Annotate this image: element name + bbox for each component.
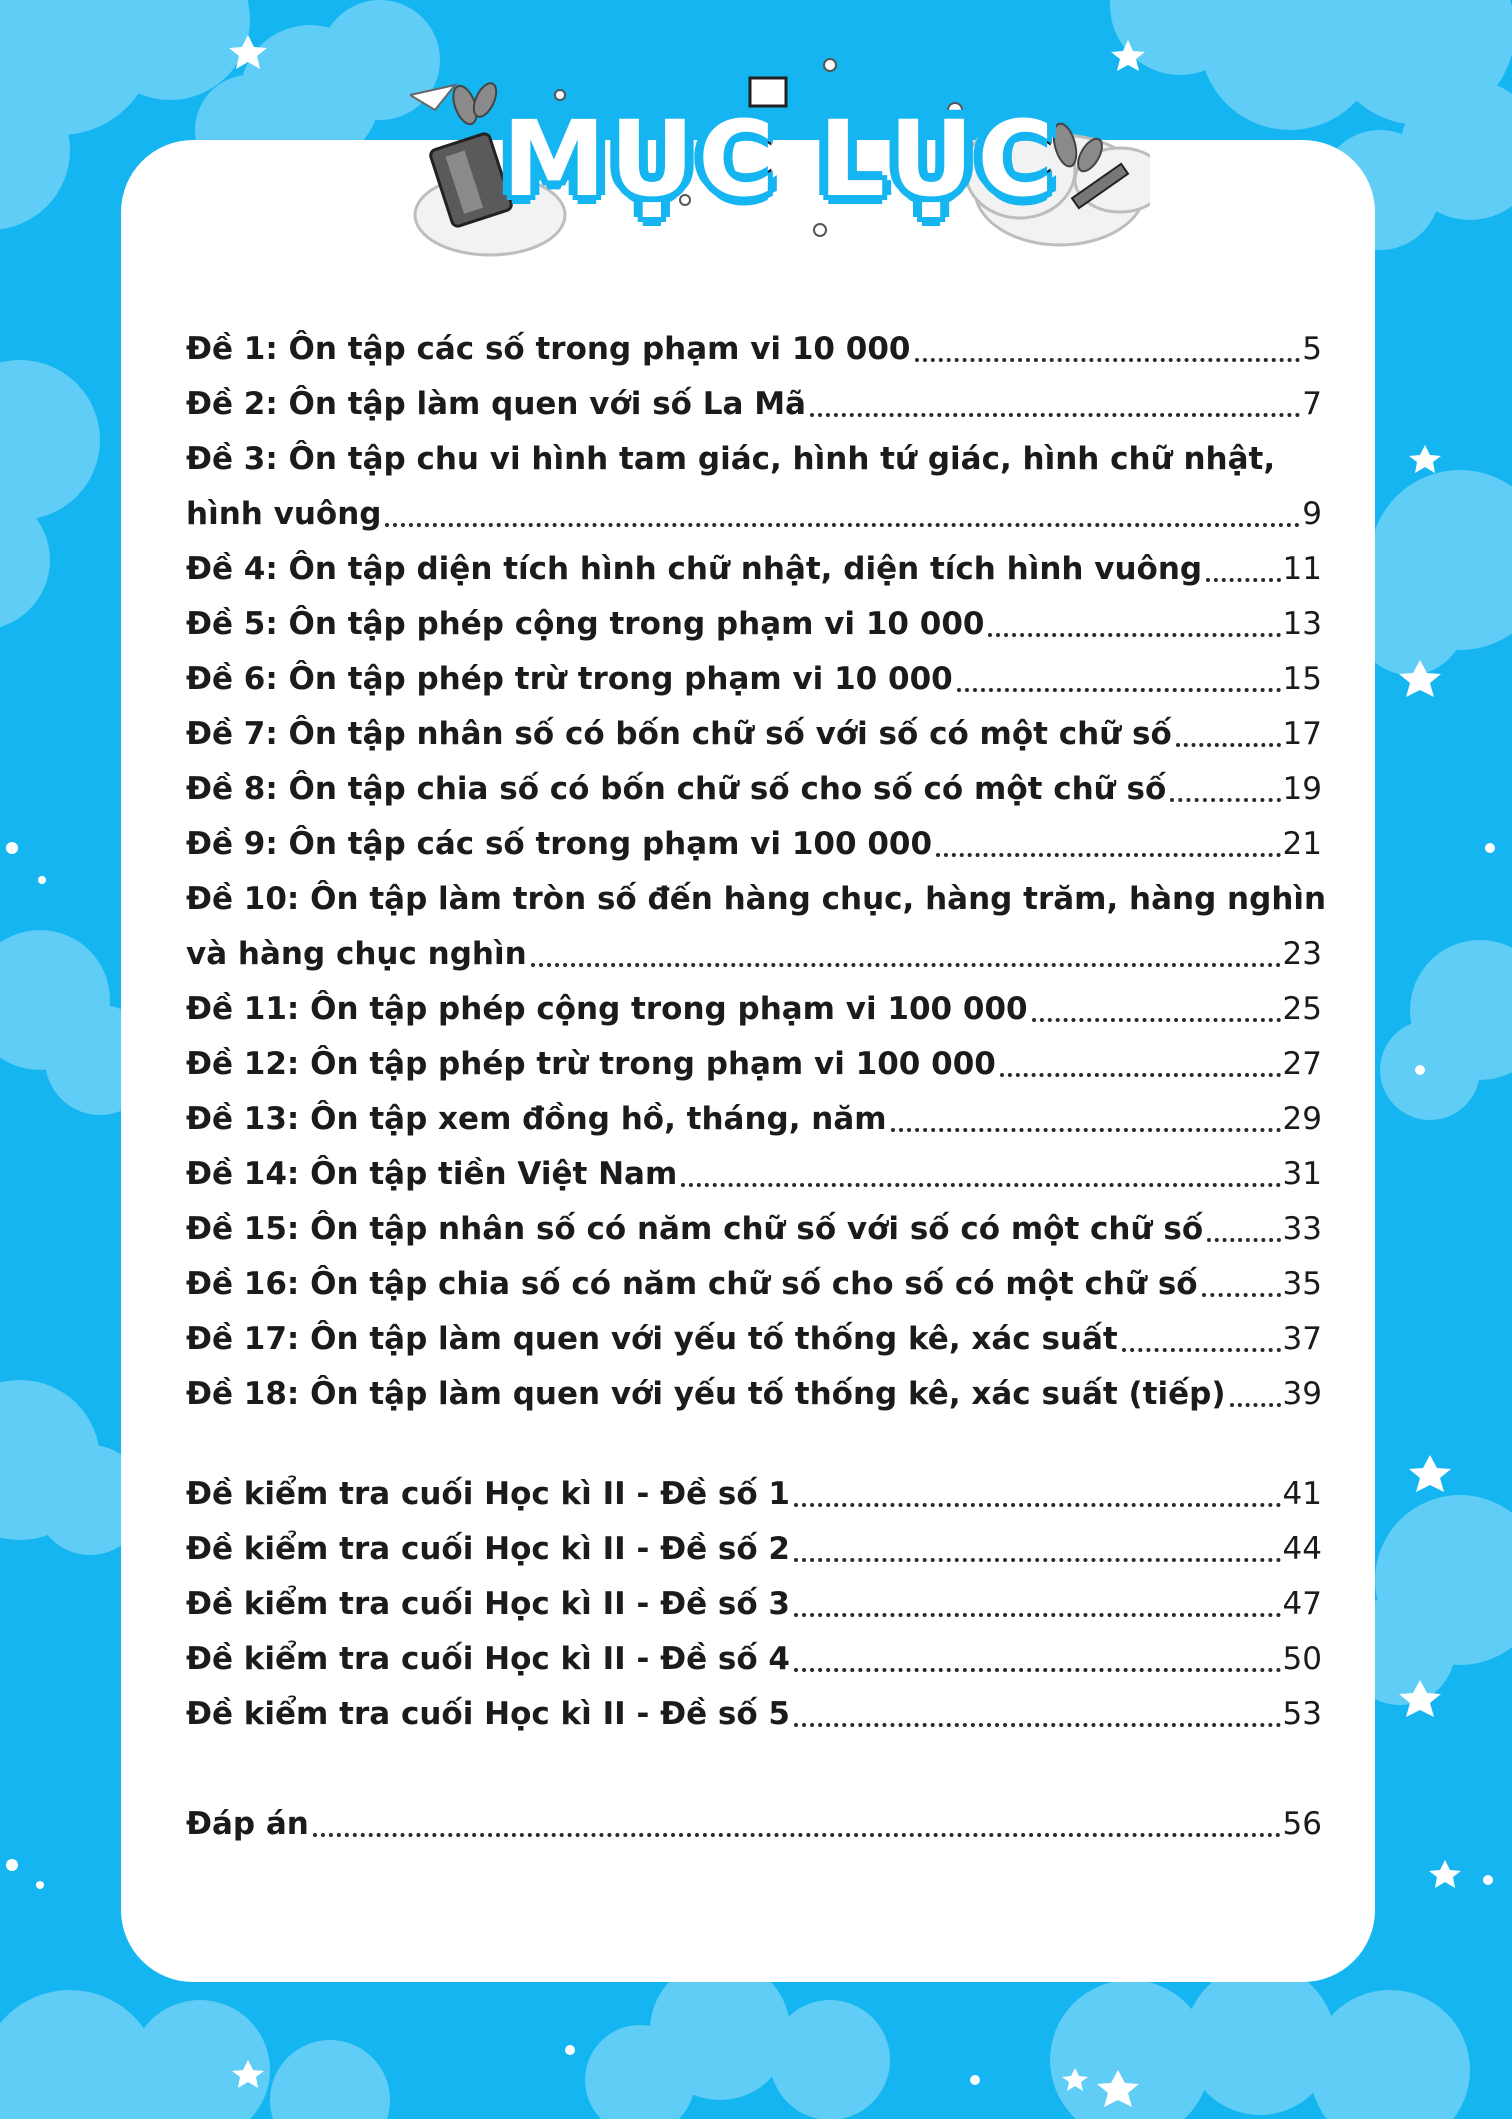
dot-leader bbox=[385, 519, 1300, 527]
toc-entry-answers[interactable] bbox=[186, 1797, 1322, 1852]
toc-entry-page: 56 bbox=[1282, 1806, 1322, 1842]
toc-entry-label: Đề kiểm tra cuối Học kì II - Đề số 3 bbox=[186, 1586, 791, 1622]
toc-entry-continuation[interactable] bbox=[186, 927, 1322, 982]
toc-entry-label: Đề 4: Ôn tập diện tích hình chữ nhật, diện tích hình vuông bbox=[186, 551, 1203, 587]
section-gap bbox=[186, 1742, 1322, 1797]
toc-entry[interactable] bbox=[186, 597, 1322, 652]
toc-entry-page: 17 bbox=[1282, 716, 1322, 752]
toc-entry-label: Đề 15: Ôn tập nhân số có năm chữ số với số có một chữ số bbox=[186, 1211, 1204, 1247]
toc-entry[interactable] bbox=[186, 1577, 1322, 1632]
toc-entry-label: Đề 16: Ôn tập chia số có năm chữ số cho số có một chữ số bbox=[186, 1266, 1198, 1302]
toc-entry-page: 37 bbox=[1282, 1321, 1322, 1357]
toc-entry[interactable] bbox=[186, 1467, 1322, 1522]
toc-entry-label: Đề 14: Ôn tập tiền Việt Nam bbox=[186, 1156, 678, 1192]
toc-entry-page: 44 bbox=[1282, 1531, 1322, 1567]
toc-entry-page: 33 bbox=[1282, 1211, 1322, 1247]
toc-entry-label: Đề 7: Ôn tập nhân số có bốn chữ số với số có một chữ số bbox=[186, 716, 1172, 752]
toc-entry[interactable] bbox=[186, 1037, 1322, 1092]
toc-entry-label: Đề 13: Ôn tập xem đồng hồ, tháng, năm bbox=[186, 1101, 887, 1137]
toc-entry[interactable] bbox=[186, 1147, 1322, 1202]
toc-entry-continuation[interactable] bbox=[186, 487, 1322, 542]
toc-entry-label: Đề 8: Ôn tập chia số có bốn chữ số cho số có một chữ số bbox=[186, 771, 1167, 807]
toc-entry[interactable] bbox=[186, 542, 1322, 597]
dot-leader bbox=[1176, 739, 1281, 747]
dot-leader bbox=[1032, 1014, 1281, 1022]
dot-leader bbox=[1230, 1399, 1281, 1407]
dot-leader bbox=[1000, 1069, 1281, 1077]
toc-entry-label-continued: và hàng chục nghìn bbox=[186, 936, 527, 972]
toc-entry-page: 5 bbox=[1302, 331, 1322, 367]
dot-leader bbox=[681, 1179, 1280, 1187]
toc-entry-label: Đề 12: Ôn tập phép trừ trong phạm vi 100 000 bbox=[186, 1046, 996, 1082]
toc-entry-page: 53 bbox=[1282, 1696, 1322, 1732]
toc-entry-label: Đề kiểm tra cuối Học kì II - Đề số 1 bbox=[186, 1476, 791, 1512]
toc-entry[interactable] bbox=[186, 872, 1327, 927]
dot-leader bbox=[531, 959, 1281, 967]
toc-entry-label: Đáp án bbox=[186, 1806, 309, 1842]
toc-entry-label: Đề 18: Ôn tập làm quen với yếu tố thống kê, xác suất (tiếp) bbox=[186, 1376, 1226, 1412]
toc-entry-page: 11 bbox=[1282, 551, 1322, 587]
toc-entry-page: 7 bbox=[1302, 386, 1322, 422]
toc-entry-page: 47 bbox=[1282, 1586, 1322, 1622]
page-title: MỤC LỤC bbox=[502, 98, 1058, 220]
dot-leader bbox=[794, 1554, 1281, 1562]
dot-leader bbox=[794, 1664, 1281, 1672]
table-of-contents bbox=[186, 322, 1327, 1852]
dot-leader bbox=[794, 1499, 1281, 1507]
toc-entry-label: Đề 10: Ôn tập làm tròn số đến hàng chục, hàng trăm, hàng nghìn bbox=[186, 881, 1327, 917]
dot-leader bbox=[794, 1719, 1281, 1727]
toc-entry-label: Đề 9: Ôn tập các số trong phạm vi 100 000 bbox=[186, 826, 933, 862]
toc-entry-page: 23 bbox=[1282, 936, 1322, 972]
toc-entry[interactable] bbox=[186, 817, 1322, 872]
toc-entry[interactable] bbox=[186, 1687, 1322, 1742]
dot-leader bbox=[936, 849, 1280, 857]
toc-entry[interactable] bbox=[186, 707, 1322, 762]
dot-leader bbox=[1122, 1344, 1281, 1352]
dot-leader bbox=[810, 409, 1300, 417]
dot-leader bbox=[1170, 794, 1280, 802]
title-banner bbox=[410, 50, 1150, 270]
dot-leader bbox=[794, 1609, 1281, 1617]
toc-entry-label: Đề 3: Ôn tập chu vi hình tam giác, hình tứ giác, hình chữ nhật, bbox=[186, 441, 1276, 477]
toc-entry[interactable] bbox=[186, 1312, 1322, 1367]
dot-leader bbox=[313, 1829, 1281, 1837]
toc-entry-page: 50 bbox=[1282, 1641, 1322, 1677]
toc-entry[interactable] bbox=[186, 1367, 1322, 1422]
dot-leader bbox=[988, 629, 1280, 637]
toc-entry[interactable] bbox=[186, 432, 1322, 487]
toc-entry-page: 27 bbox=[1282, 1046, 1322, 1082]
toc-entry[interactable] bbox=[186, 1202, 1322, 1257]
dot-leader bbox=[891, 1124, 1281, 1132]
toc-entry-page: 31 bbox=[1282, 1156, 1322, 1192]
section-gap bbox=[186, 1422, 1322, 1467]
toc-entry-label: Đề 17: Ôn tập làm quen với yếu tố thống kê, xác suất bbox=[186, 1321, 1118, 1357]
dot-leader bbox=[957, 684, 1281, 692]
toc-entry-label: Đề kiểm tra cuối Học kì II - Đề số 4 bbox=[186, 1641, 791, 1677]
dot-leader bbox=[1207, 1234, 1280, 1242]
dot-leader bbox=[915, 354, 1301, 362]
toc-entry-label: Đề 11: Ôn tập phép cộng trong phạm vi 100 000 bbox=[186, 991, 1028, 1027]
toc-entry[interactable] bbox=[186, 1092, 1322, 1147]
toc-entry-page: 29 bbox=[1282, 1101, 1322, 1137]
toc-entry-page: 13 bbox=[1282, 606, 1322, 642]
toc-entry[interactable] bbox=[186, 1632, 1322, 1687]
toc-entry[interactable] bbox=[186, 322, 1322, 377]
toc-entry-label: Đề kiểm tra cuối Học kì II - Đề số 2 bbox=[186, 1531, 791, 1567]
toc-entry-label: Đề kiểm tra cuối Học kì II - Đề số 5 bbox=[186, 1696, 791, 1732]
toc-entry-label: Đề 5: Ôn tập phép cộng trong phạm vi 10 000 bbox=[186, 606, 985, 642]
dot-leader bbox=[1202, 1289, 1281, 1297]
toc-entry-page: 21 bbox=[1282, 826, 1322, 862]
toc-entry[interactable] bbox=[186, 1257, 1322, 1312]
toc-entry-page: 19 bbox=[1282, 771, 1322, 807]
toc-entry[interactable] bbox=[186, 982, 1322, 1037]
toc-entry-label: Đề 2: Ôn tập làm quen với số La Mã bbox=[186, 386, 806, 422]
toc-entry-label: Đề 6: Ôn tập phép trừ trong phạm vi 10 000 bbox=[186, 661, 953, 697]
toc-entry-page: 15 bbox=[1282, 661, 1322, 697]
toc-entry-label: Đề 1: Ôn tập các số trong phạm vi 10 000 bbox=[186, 331, 911, 367]
toc-entry[interactable] bbox=[186, 762, 1322, 817]
toc-entry-page: 9 bbox=[1302, 496, 1322, 532]
toc-entry-page: 35 bbox=[1282, 1266, 1322, 1302]
toc-entry-label-continued: hình vuông bbox=[186, 496, 382, 532]
toc-entry-page: 25 bbox=[1282, 991, 1322, 1027]
toc-entry-page: 41 bbox=[1282, 1476, 1322, 1512]
toc-entry-page: 39 bbox=[1282, 1376, 1322, 1412]
toc-entry[interactable] bbox=[186, 377, 1322, 432]
dot-leader bbox=[1206, 574, 1280, 582]
toc-entry[interactable] bbox=[186, 652, 1322, 707]
toc-entry[interactable] bbox=[186, 1522, 1322, 1577]
